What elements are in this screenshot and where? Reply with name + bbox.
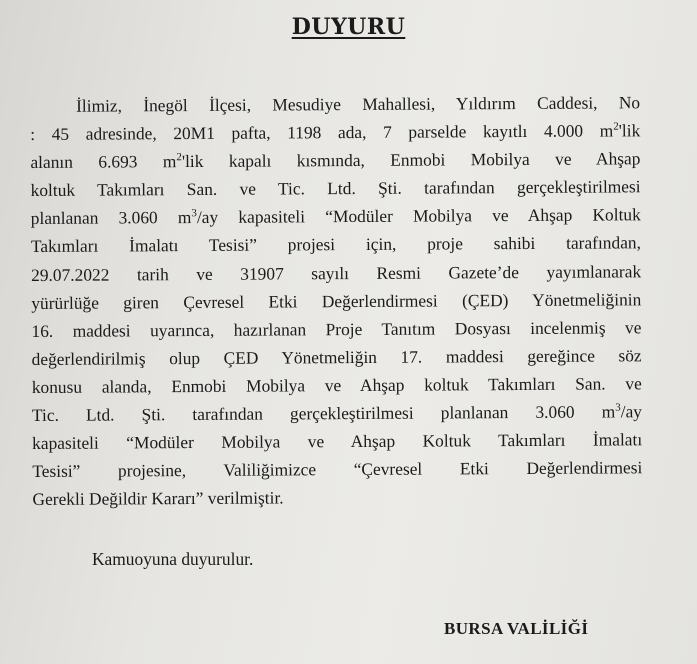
body-line: 16. maddesi uyarınca, hazırlanan Proje Tanıtım Dosyası incelenmiş ve [31,317,642,341]
body-line: Tic. Ltd. Şti. tarafından gerçekleştirilmesi planlanan 3.060 $m^3/ay$ [31,401,643,426]
body-line: alanın 6.693 $m^2'lik$ kapalı kısmında, Enmobi Mobilya ve Ahşap [30,148,641,173]
closing-text: Kamuoyuna duyurulur. [92,549,254,569]
body-line: kapasiteli “Modüler Mobilya ve Ahşap Koltuk Takımları İmalatı [32,429,643,454]
superscript: 3 [191,207,197,220]
body-line: Gerekli Değildir Kararı” verilmiştir. [32,487,284,510]
body-line: : 45 adresinde, 20M1 pafta, 1198 ada, 7 parselde kayıtlı 4.000 $m^2'lik$ [30,120,641,145]
superscript: 2 [176,151,182,164]
body-line: Takımları İmalatı Tesisi” projesi için, proje sahibi tarafından, [30,232,641,257]
body-line: İlimiz, İnegöl İlçesi, Mesudiye Mahallesi, Yıldırım Caddesi, No [76,92,641,116]
body-line: planlanan 3.060 $m^3/ay$ kapasiteli “Modüler Mobilya ve Ahşap Koltuk [30,204,641,229]
body-line: 29.07.2022 tarih ve 31907 sayılı Resmi Gazete’de yayımlanarak [31,260,642,285]
announcement-body [30,88,643,513]
body-line: Tesisi” projesine, Valiliğimizce “Çevresel Etki Değerlendirmesi [32,457,643,482]
body-line: konusu alanda, Enmobi Mobilya ve Ahşap koltuk Takımları San. ve [31,373,642,397]
superscript: 2 [613,120,619,133]
document-title-text: DUYURU [291,14,406,40]
body-line: değerlendirilmiş olup ÇED Yönetmeliğin 17. maddesi gereğince söz [31,345,642,369]
superscript: 3 [615,401,621,414]
signature: BURSA VALİLİĞİ [444,619,589,638]
body-line: koltuk Takımları San. ve Tic. Ltd. Şti. tarafından gerçekleştirilmesi [30,176,641,201]
document-title [0,14,697,40]
body-line: yürürlüğe giren Çevresel Etki Değerlendirmesi (ÇED) Yönetmeliğinin [31,288,642,313]
